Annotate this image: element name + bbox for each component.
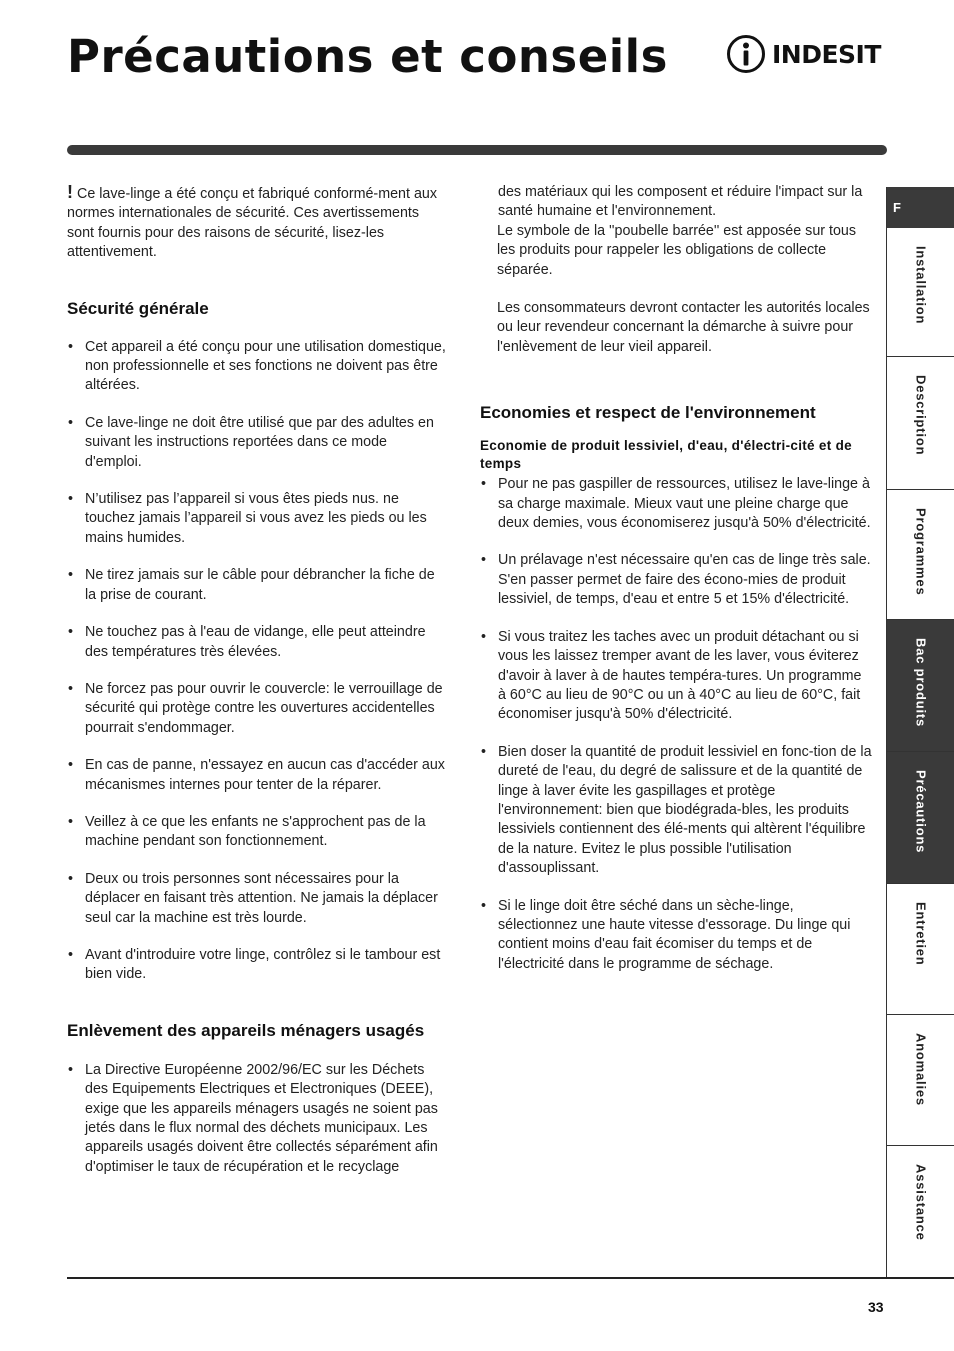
disposal-list xyxy=(67,1061,447,1177)
indesit-logo-icon xyxy=(726,34,766,74)
tab-entretien[interactable]: Entretien xyxy=(887,884,954,1015)
list-item: • Si le linge doit être séché dans un sèche-linge, sélectionnez une haute vitesse d'essorage. Du linge qui contient moins d'eau fait écomiser du temps et de l'électricité dans le programme de séchage. xyxy=(481,897,851,972)
right-column xyxy=(480,183,872,974)
tab-description[interactable]: Description xyxy=(887,357,954,490)
tab-bac-produits[interactable]: Bac produits xyxy=(887,620,954,752)
brand-name: INDESIT xyxy=(772,39,881,69)
list-item: • Avant d'introduire votre linge, contrôlez si le tambour est bien vide. xyxy=(68,946,441,983)
list-item: • Cet appareil a été conçu pour une utilisation domestique, non professionnelle et ses fonctions ne doivent pas être altérées. xyxy=(68,338,446,394)
tab-assistance[interactable]: Assistance xyxy=(913,1164,929,1241)
list-item: • Si vous traitez les taches avec un produit détachant ou si vous les laissez tremper avant de les laver, vous éviterez d'avoir à laver à de hautes tempéra-tures. Un programme à 60°C au lieu de 90°C ou un à 40°C au lieu de 60°C, fait économiser jusqu'à 50% d'électricité. xyxy=(481,628,862,723)
crossed-bin-text: Le symbole de la ''poubelle barrée'' est apposée sur tous les produits pour rappeler les obligations de collecte séparée. xyxy=(497,222,857,278)
economy-list xyxy=(480,475,872,974)
list-item: • Deux ou trois personnes sont nécessaires pour la déplacer en faisant très attention. Ne jamais la déplacer seul car la machine est très lourde. xyxy=(68,870,438,926)
list-item: • En cas de panne, n'essayez en aucun cas d'accéder aux mécanismes internes pour tenter de la réparer. xyxy=(68,757,445,793)
tab-anomalies[interactable]: Anomalies xyxy=(887,1015,954,1146)
tab-precautions[interactable]: Précautions xyxy=(887,752,954,884)
page-number: 33 xyxy=(868,1299,884,1315)
brand-logo xyxy=(726,34,881,74)
consumer-contact-text: Les consommateurs devront contacter les autorités locales ou leur revendeur concernant la démarche à suivre pour l'enlèvement de leur vieil appareil. xyxy=(497,300,870,355)
list-item: • La Directive Européenne 2002/96/EC sur les Déchets des Equipements Electriques et Electroniques (DEEE), exige que les appareils ménagers usagés ne soient pas jetés dans le flux normal des déchets municipaux. Les appareils usagés doivent être collectés séparément afin d'optimiser le taux de récupération et le recyclage xyxy=(68,1061,438,1175)
footer-rule xyxy=(67,1277,954,1279)
page-title: Précautions et conseils xyxy=(67,30,668,83)
section-title-disposal: Enlèvement des appareils ménagers usagés xyxy=(67,1020,425,1040)
list-item: • Veillez à ce que les enfants ne s'approchent pas de la machine pendant son fonctionnement. xyxy=(68,813,426,850)
list-item: • Un prélavage n'est nécessaire qu'en cas de linge très sale. S'en passer permet de faire des écono-mies de produit lessiviel, de temps, d'eau et entre 5 et 15% d'électricité. xyxy=(481,552,871,608)
language-tab: F xyxy=(887,187,954,228)
intro-warning xyxy=(67,183,447,263)
section-title-general-safety: Sécurité générale xyxy=(67,298,209,318)
warning-mark: ! xyxy=(67,182,73,202)
general-safety-list xyxy=(67,338,447,985)
disposal-continuation: des matériaux qui les composent et réduire l'impact sur la santé humaine et l'environnement. xyxy=(498,184,863,220)
list-item: • Ne tirez jamais sur le câble pour débrancher la fiche de la prise de courant. xyxy=(68,567,435,603)
tab-programmes[interactable]: Programmes xyxy=(887,490,954,620)
intro-text: Ce lave-linge a été conçu et fabriqué conformé-ment aux normes internationales de sécurité. Ces avertissements sont fournis pour des raisons de sécurité, lisez-les attentivement. xyxy=(67,186,438,261)
list-item: • Ne touchez pas à l'eau de vidange, elle peut atteindre des températures très élevées. xyxy=(68,624,426,660)
section-tabs xyxy=(886,187,954,1277)
list-item: • Ce lave-linge ne doit être utilisé que par des adultes en suivant les instructions reportées dans ce mode d'emploi. xyxy=(68,414,434,470)
left-column xyxy=(67,183,447,1177)
header-rule xyxy=(67,145,887,155)
economy-subtitle: Economie de produit lessiviel, d'eau, d'électri-cité et de temps xyxy=(480,438,852,472)
section-title-economy: Economies et respect de l'environnement xyxy=(480,403,816,423)
list-item: • Bien doser la quantité de produit lessiviel en fonc-tion de la dureté de l'eau, du degré de salissure et de la quantité de linge à laver évite les gaspillages et protège l'environnement: bien que biodégrada-bles, les produits lessiviels contiennent des élé-ments qui altèrent l'équilibre de la nature. Evitez le plus possible l'utilisation d'assouplissant. xyxy=(481,743,872,877)
list-item: • N’utilisez pas l’appareil si vous êtes pieds nus. ne touchez jamais l’appareil si vous avez les pieds ou les mains humides. xyxy=(68,491,427,546)
list-item: • Pour ne pas gaspiller de ressources, utilisez le lave-linge à sa charge maximale. Mieux vaut une pleine charge que deux demies, vous économiserez jusqu'à 50% d'électricité. xyxy=(481,476,871,532)
list-item: • Ne forcez pas pour ouvrir le couvercle: le verrouillage de sécurité qui protège contre les ouvertures accidentelles pourrait s'endommager. xyxy=(68,680,443,736)
tab-installation[interactable]: Installation xyxy=(887,228,954,357)
